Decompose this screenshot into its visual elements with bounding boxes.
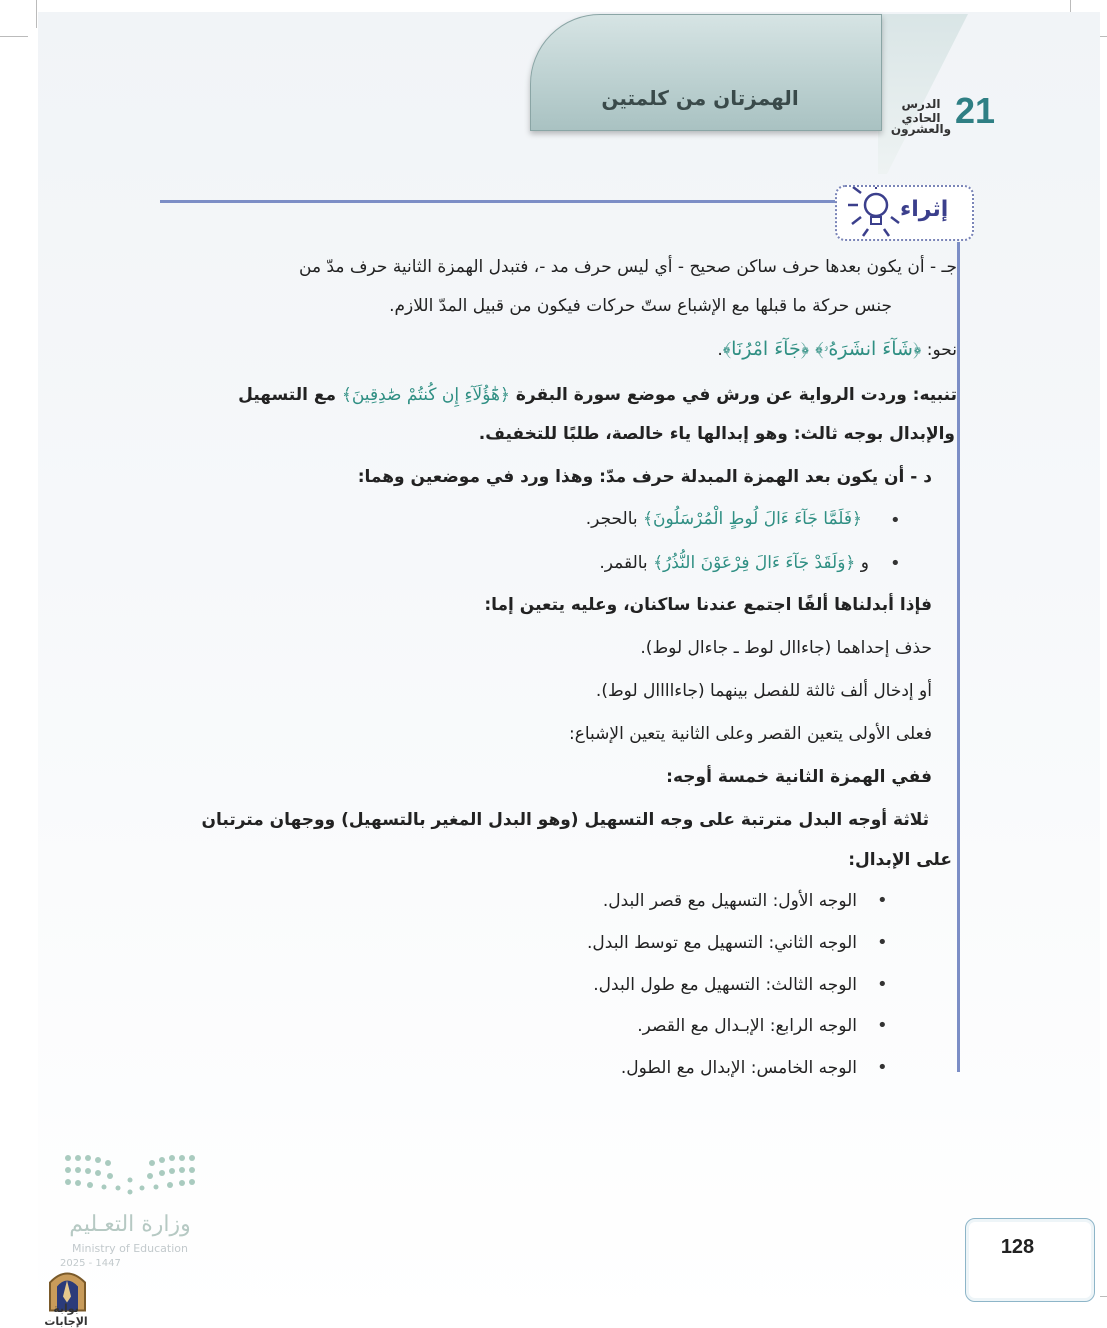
ministry-name-ar: وزارة التعـليم [69,1212,191,1237]
ministry-year: 2025 - 1447 [60,1258,121,1269]
paragraph-line: جنس حركة ما قبلها مع الإشباع ستّ حركات فيكون من قبيل المدّ اللازم. [389,296,892,316]
bullet-item [586,508,862,529]
lesson-title: الهمزتان من كلمتين [601,86,799,110]
bullet-icon: • [877,932,888,953]
list-item: الوجه الخامس: الإبدال مع الطول. [620,1058,857,1078]
bullet-item [599,552,869,573]
section-heading: د - أن يكون بعد الهمزة المبدلة حرف مدّ: وهذا ورد في موضعين وهما: [357,467,932,487]
list-item: الوجه الأول: التسهيل مع قصر البدل. [602,891,857,911]
example-line [717,338,957,360]
list-item: الوجه الثاني: التسهيل مع توسط البدل. [587,933,857,953]
paragraph-line: فعلى الأولى يتعين القصر وعلى الثانية يتعين الإشباع: [568,724,932,744]
quran-verse: ﴿هَٰٓؤُلَآءِ إِن كُنتُمْ صَٰدِقِينَ﴾ [341,385,510,405]
site-logo-text: بوابة الإجابات [44,1302,88,1328]
ministry-dots-icon [60,1150,200,1205]
section-rule [160,200,860,203]
paragraph-line: ثلاثة أوجه البدل مترتبة على وجه التسهيل (وهو البدل المغير بالتسهيل) ووجهان مترتبان [201,810,929,830]
enrichment-label: إثراء [900,197,949,222]
bullet-suffix: بالحجر. [585,509,638,529]
lesson-number: 21 [955,90,996,131]
section-side-rule [957,242,960,1072]
bullet-icon: • [877,1057,888,1078]
quran-verse: ﴿شَآءَ انشَرَهُۥ﴾ ﴿جَآءَ امْرُنَا﴾ [722,338,922,360]
bullet-icon: • [877,890,888,911]
paragraph-line: جـ - أن يكون بعدها حرف ساكن صحيح - أي ليس حرف مد -، فتبدل الهمزة الثانية حرف مدّ من [299,257,957,277]
note-line: والإبدال بوجه ثالث: وهو إبدالها ياء خالصة، طلبًا للتخفيف. [478,424,955,444]
header-tab [530,14,882,131]
note-suffix: مع التسهيل [238,385,336,405]
lesson-label: والعشرون [890,122,952,136]
note-prefix: تنبيه: وردت الرواية عن ورش في موضع سورة البقرة [515,385,957,405]
paragraph-line: حذف إحداهما (جاءاال لوط ـ جاءال لوط). [640,638,932,658]
bullet-icon: • [890,510,901,531]
ministry-name-en: Ministry of Education [71,1242,188,1255]
crop-mark [0,36,28,37]
crop-mark [36,0,37,28]
list-item: الوجه الثالث: التسهيل مع طول البدل. [593,975,857,995]
paragraph-line: فإذا أبدلناها ألفًا اجتمع عندنا ساكنان، وعليه يتعين إما: [484,595,932,615]
list-item: الوجه الرابع: الإبـدال مع القصر. [637,1016,857,1036]
paragraph-line: على الإبدال: [848,850,952,870]
example-suffix: . [717,340,723,360]
note-line [238,384,957,405]
page-number-box [965,1218,1095,1302]
page-number: 128 [1000,1236,1035,1258]
bullet-icon: • [877,1015,888,1036]
lesson-label: الدرس الحادي [901,97,941,125]
paragraph-line: أو إدخال ألف ثالثة للفصل بينهما (جاءاااال لوط). [595,681,932,701]
example-prefix: نحو: [926,340,957,360]
quran-verse: ﴿وَلَقَدْ جَآءَ ءَالَ فِرْعَوْنَ النُّذُرُ﴾ [653,553,856,573]
quran-verse: ﴿فَلَمَّا جَآءَ ءَالَ لُوطٍ الْمُرْسَلُونَ﴾ [643,509,862,529]
bullet-prefix: و [860,553,869,573]
bullet-icon: • [877,974,888,995]
bullet-icon: • [890,553,901,574]
bullet-suffix: بالقمر. [599,553,648,573]
lightbulb-icon [838,187,900,237]
section-heading: ففي الهمزة الثانية خمسة أوجه: [666,767,932,787]
